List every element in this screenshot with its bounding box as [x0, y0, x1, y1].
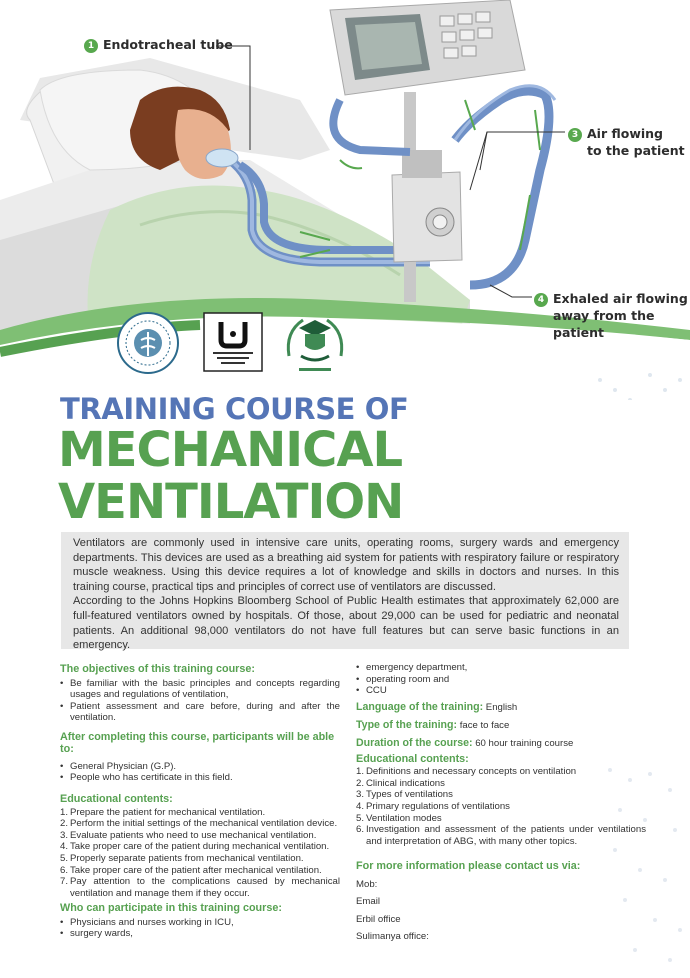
callout-number: 1	[84, 39, 98, 53]
list-item: • CCU	[356, 685, 646, 697]
list-item: 2. Clinical indications	[356, 777, 445, 789]
type-info: Type of the training: face to face	[356, 718, 510, 731]
list-item: 6. Investigation and assessment of the patients under ventilations and interpretation of ABG, with many other topics.	[356, 824, 646, 847]
objectives-list	[60, 678, 340, 724]
list-item: • People who has certificate in this field.	[60, 772, 340, 784]
list-item: • Patient assessment and care before, during and after the ventilation.	[60, 701, 340, 724]
list-item: 4. Take proper care of the patient during mechanical ventilation.	[60, 841, 330, 853]
callout-air-flowing	[568, 125, 685, 159]
participants-list	[60, 917, 340, 940]
list-item: • Physicians and nurses working in ICU,	[60, 917, 340, 929]
list-item: 5. Properly separate patients from mechanical ventilation.	[60, 852, 304, 864]
contact-mob: Mob:	[356, 878, 378, 890]
participants-heading: Who can participate in this training course:	[60, 902, 282, 915]
list-item: 1. Prepare the patient for mechanical ventilation.	[60, 806, 266, 818]
educational-contents-heading: Educational contents:	[60, 793, 173, 806]
list-item: • Be familiar with the basic principles and concepts regarding usages and regulations of ventilation,	[60, 678, 340, 701]
contact-heading: For more information please contact us via:	[356, 860, 581, 873]
after-list	[60, 761, 340, 784]
language-info: Language of the training: English	[356, 700, 518, 713]
international-community-school-logo	[117, 312, 179, 374]
title-line-1: TRAINING COURSE OF	[60, 392, 409, 426]
callout-number: 3	[568, 128, 582, 142]
objectives-heading: The objectives of this training course:	[60, 663, 255, 675]
title-line-2: MECHANICAL	[58, 422, 403, 478]
intro-box	[61, 532, 629, 652]
callout-endotracheal-tube	[84, 36, 233, 53]
callout-exhaled-air	[534, 290, 690, 341]
list-item: 4. Primary regulations of ventilations	[356, 801, 510, 813]
contact-erbil-office: Erbil office	[356, 913, 401, 925]
yas-international-campus-logo	[203, 312, 263, 372]
list-item: • operating room and	[356, 674, 646, 686]
list-item: 1. Definitions and necessary concepts on ventilation	[356, 766, 577, 778]
list-item: 3. Evaluate patients who need to use mechanical ventilation.	[60, 829, 317, 841]
list-item: 3. Types of ventilations	[356, 789, 453, 801]
callout-number: 4	[534, 293, 548, 307]
intro-paragraph-1: Ventilators are commonly used in intensive care units, operating rooms, surgery wards and emergency departments. This devices are used as a breathing aid system for patients with respiratory failure or respiratory muscle weakness. Using this device requires a lot of knowledge and skills in doctors and nurses. In this training course, practical tips and principles of correct use of ventilators are discussed.	[73, 537, 619, 593]
contact-email: Email	[356, 896, 380, 908]
educational-contents-list	[60, 807, 340, 900]
intro-paragraph-2: According to the Johns Hopkins Bloomberg School of Public Health estimates that approximately 62,000 are full-featured ventilators owned by hospitals. Of those, about 29,000 can be used for pediatric and neonatal patients. An additional 98,000 ventilators do not have full features but can serve basic functions in an emergency.	[73, 595, 619, 652]
list-item: 2. Perform the initial settings of the mechanical ventilation device.	[60, 818, 338, 830]
left-column	[60, 663, 340, 940]
list-item: • emergency department,	[356, 662, 646, 674]
title-line-3: VENTILATION	[58, 474, 404, 530]
callout-label: Endotracheal tube	[103, 37, 233, 52]
after-heading: After completing this course, participants will be able to:	[60, 730, 335, 756]
dot-pattern-decoration	[600, 760, 690, 970]
callout-label-line2: to the patient	[587, 143, 685, 158]
list-item: 6. Take proper care of the patient after mechanical ventilation.	[60, 864, 322, 876]
list-item: 5. Ventilation modes	[356, 812, 442, 824]
duration-info: Duration of the course: 60 hour training course	[356, 736, 574, 749]
callout-label-line1: Air flowing	[587, 126, 664, 141]
list-item: • surgery wards,	[60, 928, 340, 940]
technical-institute-logo	[283, 312, 347, 378]
participants-list-continued	[356, 662, 646, 697]
list-item: • General Physician (G.P).	[60, 761, 340, 773]
callout-label-line1: Exhaled air flowing	[553, 291, 688, 306]
callout-label-line2: away from the patient	[553, 308, 655, 340]
educational-contents-heading: Educational contents:	[356, 752, 469, 765]
list-item: 7. Pay attention to the complications caused by mechanical ventilation and manage them if they occur.	[60, 876, 340, 899]
contact-sulimanya-office: Sulimanya office:	[356, 931, 429, 943]
